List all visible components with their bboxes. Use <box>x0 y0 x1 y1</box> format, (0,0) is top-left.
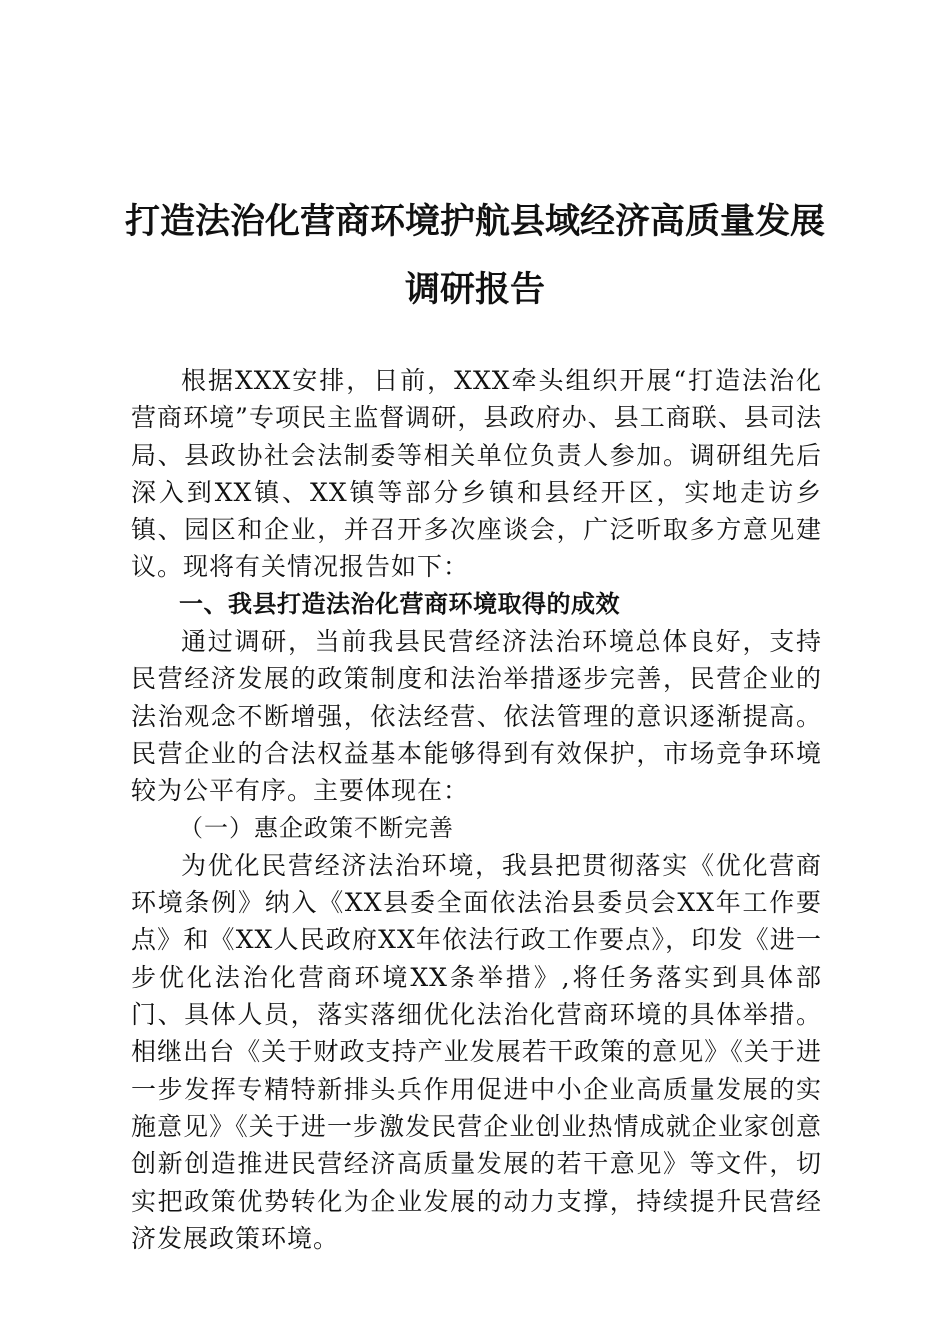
section-heading-1: 一、我县打造法治化营商环境取得的成效 <box>179 589 620 618</box>
document-body <box>131 362 822 1257</box>
subsection-heading-1: （一）惠企政策不断完善 <box>179 813 454 842</box>
section-1-paragraph: 通过调研，当前我县民营经济法治环境总体良好，支持民营经济发展的政策制度和法治举措逐步完善，民营企业的法治观念不断增强，依法经营、依法管理的意识逐渐提高。民营企业的合法权益基本能够得到有效保护，市场竞争环境较为公平有序。主要体现在： <box>131 627 822 806</box>
intro-paragraph: 根据XXX安排，日前，XXX牵头组织开展“打造法治化营商环境”专项民主监督调研，县政府办、县工商联、县司法局、县政协社会法制委等相关单位负责人参加。调研组先后深入到XX镇、XX镇等部分乡镇和县经开区，实地走访乡镇、园区和企业，并召开多次座谈会，广泛听取多方意见建议。现将有关情况报告如下： <box>131 366 822 582</box>
subsection-1-paragraph: 为优化民营经济法治环境，我县把贯彻落实《优化营商环境条例》纳入《XX县委全面依法治县委员会XX年工作要点》和《XX人民政府XX年依法行政工作要点》，印发《进一步优化法治化营商环境XX条举措》,将任务落实到具体部门、具体人员，落实落细优化法治化营商环境的具体举措。相继出台《关于财政支持产业发展若干政策的意见》《关于进一步发挥专精特新排头兵作用促进中小企业高质量发展的实施意见》《关于进一步激发民营企业创业热情成就企业家创意创新创造推进民营经济高质量发展的若干意见》等文件，切实把政策优势转化为企业发展的动力支撑，持续提升民营经济发展政策环境。 <box>131 850 822 1253</box>
document-title-line2: 调研报告 <box>404 270 545 310</box>
document-title-line1: 打造法治化营商环境护航县域经济高质量发展 <box>124 202 825 242</box>
